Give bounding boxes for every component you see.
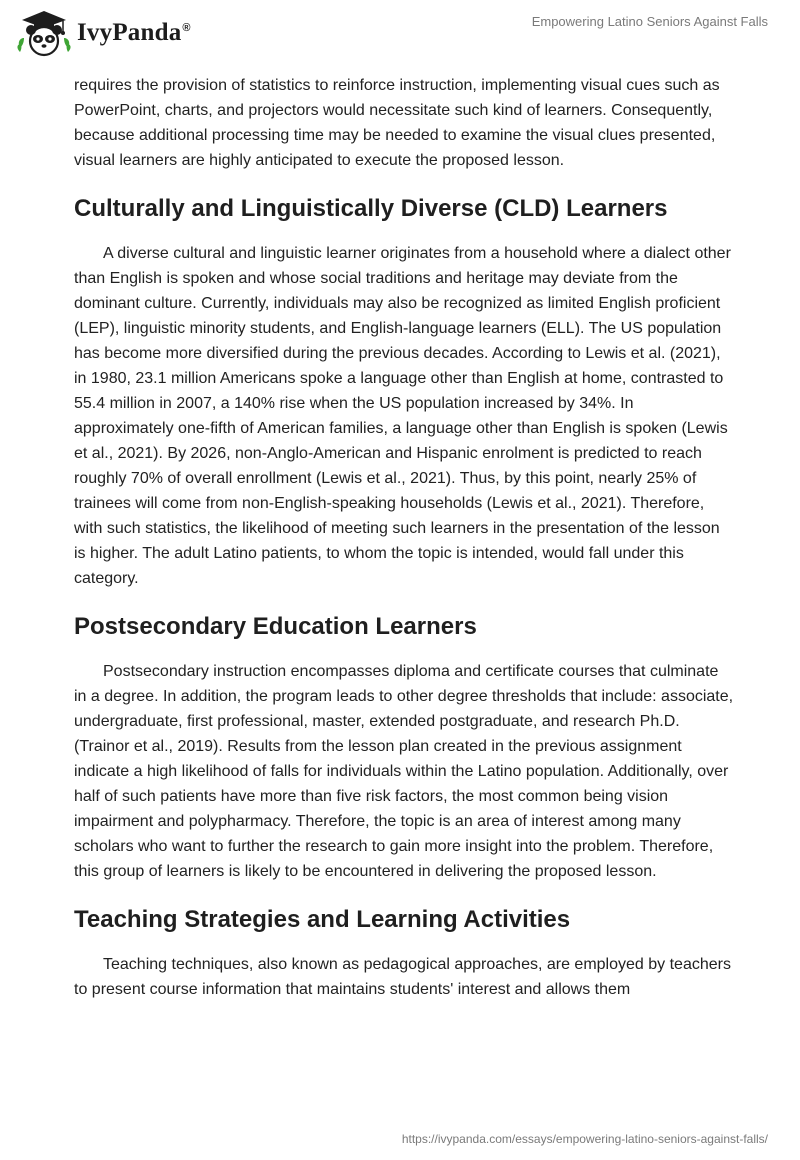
document-title: Empowering Latino Seniors Against Falls	[531, 14, 768, 29]
section-paragraph-cld: A diverse cultural and linguistic learner originates from a household where a dialect other than English is spoken and whose social traditions and heritage may deviate from the dominant culture. Currently, individuals may also be recognized as limited English proficient (LEP), linguistic minority students, and English-language learners (ELL). The US population has become more diversified during the previous decades. According to Lewis et al. (2021), in 1980, 23.1 million Americans spoke a language other than English at home, contrasted to 55.4 million in 2007, a 140% rise when the US population increased by 34%. In approximately one-fifth of American families, a language other than English is spoken (Lewis et al., 2021). By 2026, non-Anglo-American and Hispanic enrolment is predicted to reach roughly 70% of overall enrollment (Lewis et al., 2021). Thus, by this point, nearly 25% of trainees will come from non-English-speaking households (Lewis et al., 2021). Therefore, with such statistics, the likelihood of meeting such learners in the presentation of the lesson is higher. The adult Latino patients, to whom the topic is intended, would fall under this category.	[74, 245, 731, 587]
brand-name: IvyPanda®	[77, 19, 191, 46]
panda-graduation-icon	[14, 8, 74, 58]
section-paragraph-teaching: Teaching techniques, also known as pedagogical approaches, are employed by teachers to present course information that maintains students' interest and allows them	[74, 956, 731, 998]
intro-paragraph: requires the provision of statistics to reinforce instruction, implementing visual cues such as PowerPoint, charts, and projectors would necessitate such kind of learners. Consequently, because additional processing time may be needed to examine the visual clues presented, visual learners are highly anticipated to execute the proposed lesson.	[74, 77, 720, 169]
section-paragraph-postsecondary: Postsecondary instruction encompasses diploma and certificate courses that culminate in a degree. In addition, the program leads to other degree thresholds that include: associate, undergraduate, first professional, master, extended postgraduate, and research Ph.D. (Trainor et al., 2019). Results from the lesson plan created in the previous assignment indicate a high likelihood of falls for individuals within the Latino population. Additionally, over half of such patients have more than five risk factors, the most common being vision impairment and polypharmacy. Therefore, the topic is an area of interest among many scholars who want to further the research to gain more insight into the problem. Therefore, this group of learners is likely to be encountered in delivering the proposed lesson.	[74, 663, 734, 880]
essay-content	[74, 70, 734, 1002]
section-heading-postsecondary: Postsecondary Education Learners	[74, 613, 477, 640]
section-heading-teaching: Teaching Strategies and Learning Activities	[74, 906, 571, 933]
registered-mark: ®	[182, 21, 191, 34]
page-header	[0, 0, 800, 70]
section-heading-cld: Culturally and Linguistically Diverse (CLD) Learners	[74, 195, 668, 222]
ivypanda-logo[interactable]	[14, 8, 191, 58]
source-url[interactable]: https://ivypanda.com/essays/empowering-latino-seniors-against-falls/	[401, 1132, 768, 1146]
